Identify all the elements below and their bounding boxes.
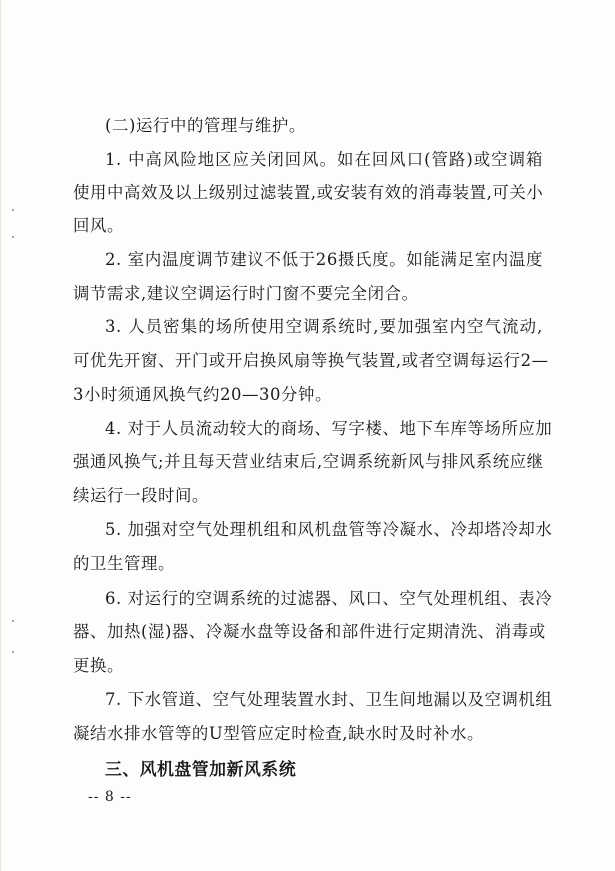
item-1-line-1: 1. 中高风险地区应关闭回风。如在回风口(管路)或空调箱 [105,150,543,169]
item-4-line-2: 强通风换气;并且每天营业结束后,空调系统新风与排风系统应继 [73,452,544,471]
item-5-line-2: 的卫生管理。 [73,554,175,573]
item-1-line-2: 使用中高效及以上级别过滤装置,或安装有效的消毒装置,可关小 [73,183,544,202]
scan-speck [12,236,14,238]
item-7-line-1: 7. 下水管道、空气处理装置水封、卫生间地漏以及空调机组 [105,690,553,709]
item-2-line-2: 调节需求,建议空调运行时门窗不要完全闭合。 [73,284,419,303]
item-4-line-3: 续运行一段时间。 [73,486,209,505]
scan-speck [12,209,14,211]
item-3-line-1: 3. 人员密集的场所使用空调系统时,要加强室内空气流动, [105,317,543,336]
item-4-line-1: 4. 对于人员流动较大的商场、写字楼、地下车库等场所应加 [105,419,553,438]
section-heading: 三、风机盘管加新风系统 [105,759,297,779]
item-2-line-1: 2. 室内温度调节建议不低于26摄氏度。如能满足室内温度 [105,250,543,269]
item-6-line-2: 器、加热(湿)器、冷凝水盘等设备和部件进行定期清洗、消毒或 [73,622,546,641]
subheading: (二)运行中的管理与维护。 [105,116,306,135]
scan-speck [12,620,14,622]
item-1-line-3: 回风。 [73,216,124,235]
item-5-line-1: 5. 加强对空气处理机组和风机盘管等冷凝水、冷却塔冷却水 [105,520,553,539]
item-6-line-1: 6. 对运行的空调系统的过滤器、风口、空气处理机组、表冷 [105,589,553,608]
page-number: -- 8 -- [88,789,132,805]
item-3-line-3: 3小时须通风换气约20—30分钟。 [73,385,333,404]
item-6-line-3: 更换。 [73,656,124,675]
item-7-line-2: 凝结水排水管等的U型管应定时检查,缺水时及时补水。 [73,724,485,743]
item-3-line-2: 可优先开窗、开门或开启换风扇等换气装置,或者空调每运行2— [73,351,549,370]
scan-speck [12,651,14,653]
